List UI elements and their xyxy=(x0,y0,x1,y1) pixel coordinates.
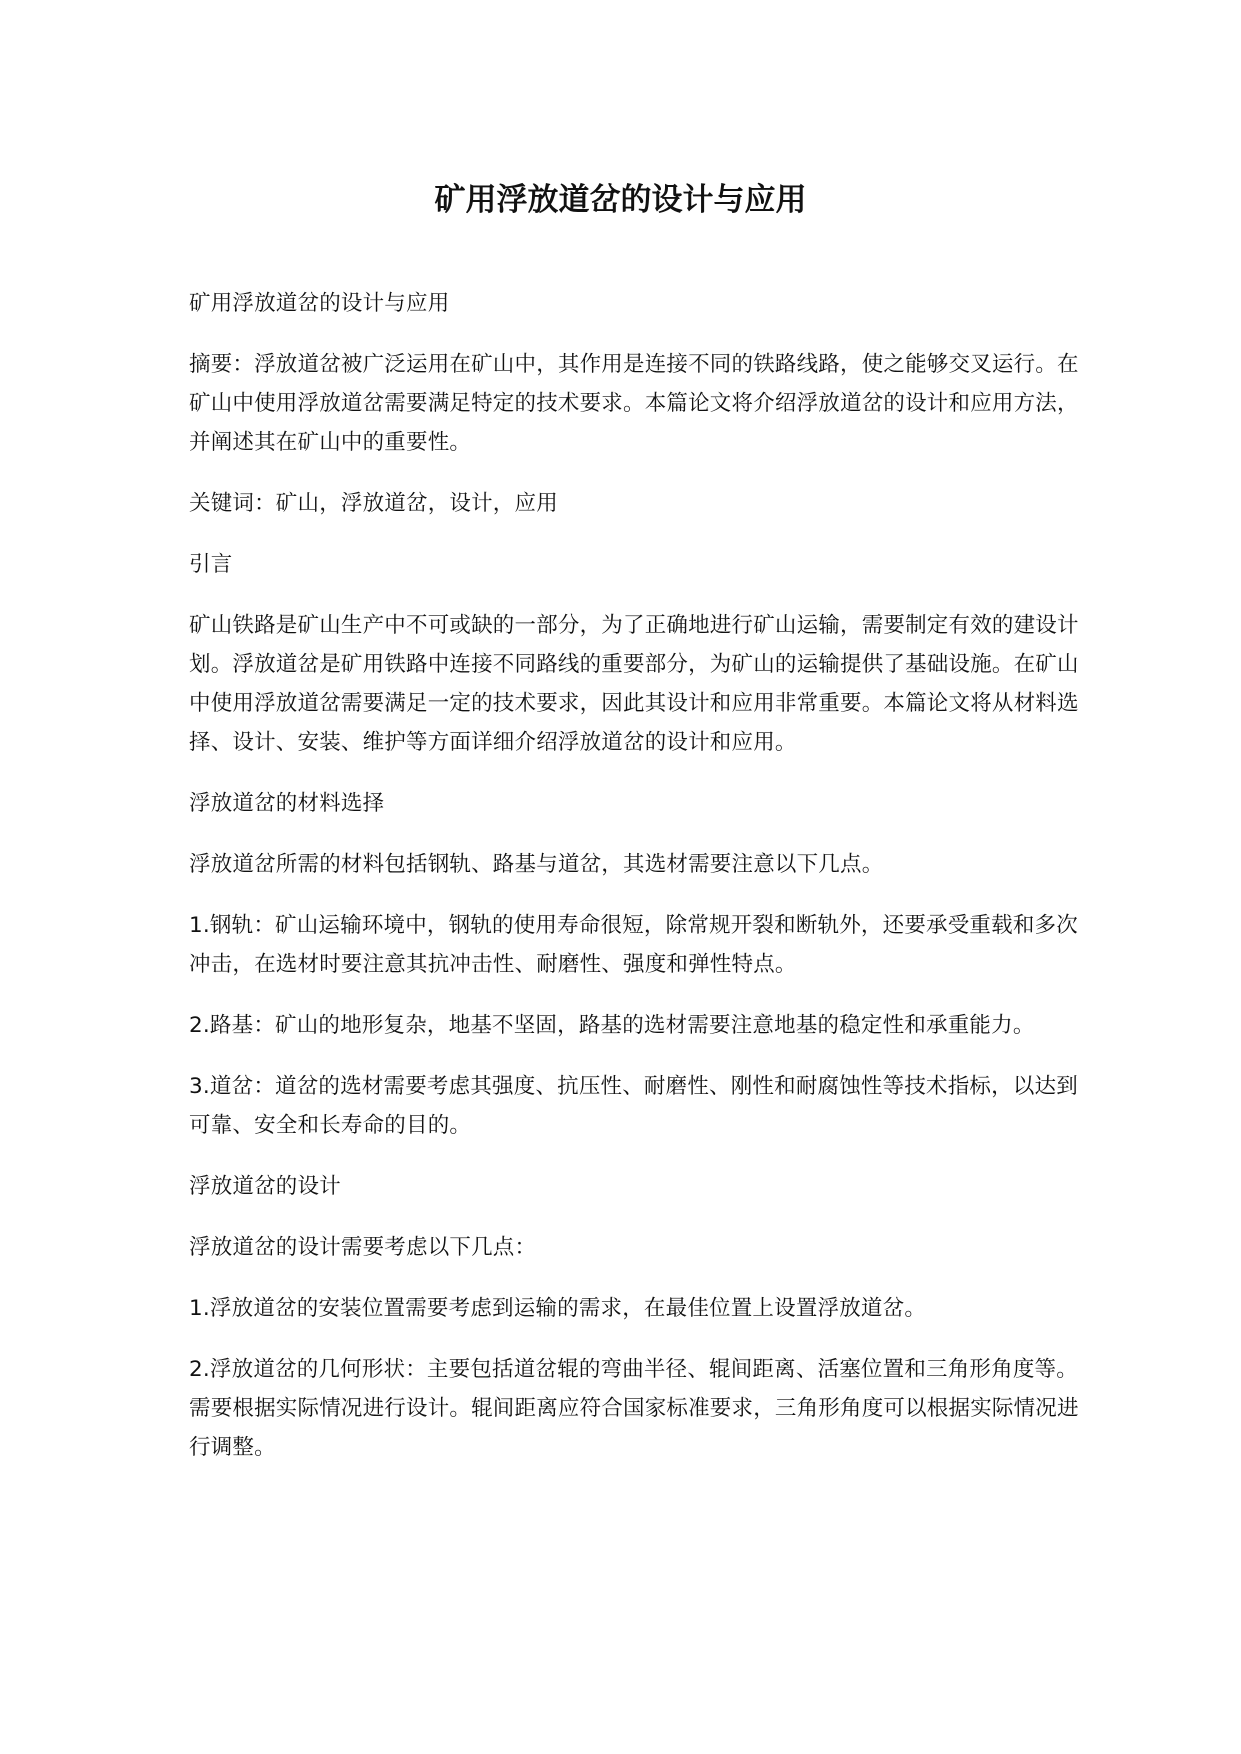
list-item-roadbed: 2.路基：矿山的地形复杂，地基不坚固，路基的选材需要注意地基的稳定性和承重能力。 xyxy=(189,1013,1035,1038)
list-item-turnout: 3.道岔：道岔的选材需要考虑其强度、抗压性、耐磨性、刚性和耐腐蚀性等技术指标，以达到可靠、安全和长寿命的目的。 xyxy=(189,1074,1078,1138)
paragraph-design-intro: 浮放道岔的设计需要考虑以下几点： xyxy=(189,1235,537,1260)
section-heading-design: 浮放道岔的设计 xyxy=(189,1174,341,1199)
document-title: 矿用浮放道岔的设计与应用 xyxy=(434,182,807,218)
list-item-location: 1.浮放道岔的安装位置需要考虑到运输的需求，在最佳位置上设置浮放道岔。 xyxy=(189,1296,927,1321)
paragraph-introduction: 矿山铁路是矿山生产中不可或缺的一部分，为了正确地进行矿山运输，需要制定有效的建设计划。浮放道岔是矿用铁路中连接不同路线的重要部分，为矿山的运输提供了基础设施。在矿山中使用浮放道岔需要满足一定的技术要求，因此其设计和应用非常重要。本篇论文将从材料选择、设计、安装、维护等方面详细介绍浮放道岔的设计和应用。 xyxy=(189,613,1079,755)
paragraph-subtitle: 矿用浮放道岔的设计与应用 xyxy=(189,291,450,316)
paragraph-materials-intro: 浮放道岔所需的材料包括钢轨、路基与道岔，其选材需要注意以下几点。 xyxy=(189,852,884,877)
list-item-rail: 1.钢轨：矿山运输环境中，钢轨的使用寿命很短，除常规开裂和断轨外，还要承受重载和多次冲击，在选材时要注意其抗冲击性、耐磨性、强度和弹性特点。 xyxy=(189,913,1078,977)
paragraph-keywords: 关键词：矿山，浮放道岔，设计，应用 xyxy=(189,491,558,516)
list-item-geometry: 2.浮放道岔的几何形状：主要包括道岔辊的弯曲半径、辊间距离、活塞位置和三角形角度等。需要根据实际情况进行设计。辊间距离应符合国家标准要求，三角形角度可以根据实际情况进行调整。 xyxy=(189,1357,1079,1460)
document-body xyxy=(189,284,1089,1489)
section-heading-materials: 浮放道岔的材料选择 xyxy=(189,791,385,816)
section-heading-introduction: 引言 xyxy=(189,552,233,577)
paragraph-abstract: 摘要：浮放道岔被广泛运用在矿山中，其作用是连接不同的铁路线路，使之能够交叉运行。在矿山中使用浮放道岔需要满足特定的技术要求。本篇论文将介绍浮放道岔的设计和应用方法，并阐述其在矿山中的重要性。 xyxy=(189,352,1079,455)
